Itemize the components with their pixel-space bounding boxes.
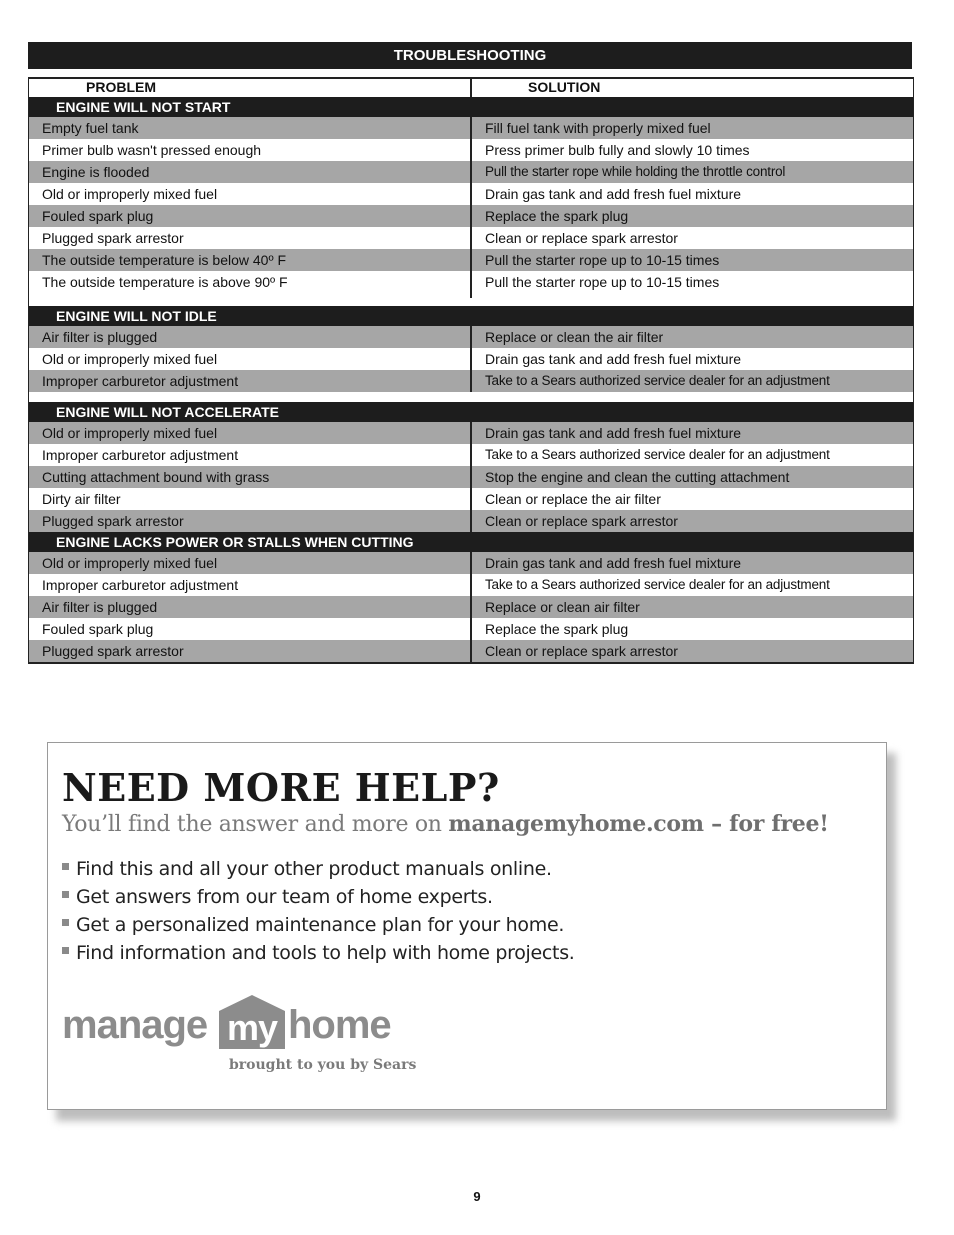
solution-cell: Clean or replace spark arrestor <box>470 510 913 532</box>
problem-cell: Plugged spark arrestor <box>42 230 184 246</box>
solution-cell: Fill fuel tank with properly mixed fuel <box>470 117 913 139</box>
table-row <box>29 117 913 139</box>
help-subtitle-text: You’ll find the answer and more on <box>62 812 449 837</box>
solution-column-header: SOLUTION <box>470 79 913 97</box>
problem-cell: Old or improperly mixed fuel <box>42 186 218 202</box>
table-header-row <box>29 77 913 97</box>
table-row <box>29 574 913 596</box>
solution-cell: Stop the engine and clean the cutting attachment <box>470 466 913 488</box>
problem-cell: Improper carburetor adjustment <box>29 370 470 392</box>
problem-cell: Improper carburetor adjustment <box>42 447 239 463</box>
section-heading: ENGINE WILL NOT START <box>29 97 913 117</box>
solution-cell: Clean or replace spark arrestor <box>470 640 913 662</box>
problem-cell: The outside temperature is above 90º F <box>42 274 288 290</box>
solution-cell: Replace or clean air filter <box>470 596 913 618</box>
solution-cell: Take to a Sears authorized service dealer for an adjustment <box>470 574 913 596</box>
troubleshooting-title: TROUBLESHOOTING <box>28 42 912 69</box>
table-row <box>29 161 913 183</box>
spacer-left <box>29 293 470 298</box>
table-row <box>29 139 913 161</box>
table-row <box>29 326 913 348</box>
list-item: Get answers from our team of home experts. <box>62 883 575 911</box>
troubleshooting-body <box>29 97 913 662</box>
page-number: 9 <box>473 1189 481 1204</box>
logo-word-home: home <box>288 1003 391 1047</box>
problem-cell: Dirty air filter <box>42 491 121 507</box>
solution-cell: Pull the starter rope up to 10-15 times <box>470 249 913 271</box>
table-row <box>29 618 913 640</box>
house-icon <box>219 995 285 1049</box>
list-item: Get a personalized maintenance plan for your home. <box>62 911 575 939</box>
solution-cell: Press primer bulb fully and slowly 10 times <box>470 139 913 161</box>
problem-cell: Old or improperly mixed fuel <box>29 422 470 444</box>
problem-cell: Plugged spark arrestor <box>29 640 470 662</box>
solution-cell: Drain gas tank and add fresh fuel mixture <box>470 552 913 574</box>
help-subtitle <box>62 811 829 837</box>
table-row <box>29 205 913 227</box>
solution-cell: Drain gas tank and add fresh fuel mixture <box>470 422 913 444</box>
square-bullet-icon <box>62 947 69 954</box>
table-row <box>29 227 913 249</box>
problem-cell: Plugged spark arrestor <box>29 510 470 532</box>
troubleshooting-table <box>28 77 914 664</box>
section-spacer <box>29 293 913 298</box>
solution-cell: Replace the spark plug <box>470 618 913 640</box>
help-title: NEED MORE HELP? <box>62 765 500 810</box>
table-row <box>29 466 913 488</box>
problem-cell: Old or improperly mixed fuel <box>42 351 218 367</box>
problem-cell: The outside temperature is below 40º F <box>29 249 470 271</box>
spacer-right <box>470 293 913 298</box>
table-row <box>29 183 913 205</box>
solution-cell: Pull the starter rope while holding the throttle control <box>470 161 913 183</box>
section-heading: ENGINE WILL NOT ACCELERATE <box>29 402 913 422</box>
list-item: Find information and tools to help with home projects. <box>62 939 575 967</box>
help-bullet-list <box>62 855 575 967</box>
managemyhome-logo <box>62 995 402 1053</box>
solution-cell: Clean or replace the air filter <box>470 488 913 510</box>
square-bullet-icon <box>62 891 69 898</box>
solution-cell: Replace the spark plug <box>470 205 913 227</box>
square-bullet-icon <box>62 919 69 926</box>
problem-cell: Engine is flooded <box>29 161 470 183</box>
problem-cell: Air filter is plugged <box>29 326 470 348</box>
table-row <box>29 444 913 466</box>
problem-cell: Fouled spark plug <box>42 621 154 637</box>
table-row <box>29 271 913 293</box>
table-row <box>29 640 913 662</box>
table-row <box>29 552 913 574</box>
problem-cell: Primer bulb wasn't pressed enough <box>42 142 262 158</box>
problem-cell: Improper carburetor adjustment <box>42 577 239 593</box>
table-row <box>29 510 913 532</box>
section-heading: ENGINE WILL NOT IDLE <box>29 306 913 326</box>
problem-cell: Empty fuel tank <box>29 117 470 139</box>
logo-tagline: brought to you by Sears <box>229 1057 417 1073</box>
logo-word-my: my <box>219 1011 285 1049</box>
solution-cell: Clean or replace spark arrestor <box>470 227 913 249</box>
table-row <box>29 596 913 618</box>
logo-word-manage: manage <box>62 1003 208 1047</box>
solution-cell: Drain gas tank and add fresh fuel mixture <box>470 183 913 205</box>
problem-column-header: PROBLEM <box>86 79 156 95</box>
table-row <box>29 249 913 271</box>
problem-cell: Cutting attachment bound with grass <box>29 466 470 488</box>
table-row <box>29 422 913 444</box>
solution-cell: Take to a Sears authorized service dealer for an adjustment <box>470 444 913 466</box>
table-row <box>29 348 913 370</box>
help-subtitle-link: managemyhome.com – for free! <box>448 811 829 837</box>
solution-cell: Pull the starter rope up to 10-15 times <box>470 271 913 293</box>
solution-cell: Replace or clean the air filter <box>470 326 913 348</box>
section-heading: ENGINE LACKS POWER OR STALLS WHEN CUTTING <box>29 532 913 552</box>
solution-cell: Take to a Sears authorized service dealer for an adjustment <box>470 370 913 392</box>
list-item: Find this and all your other product manuals online. <box>62 855 575 883</box>
problem-cell: Air filter is plugged <box>29 596 470 618</box>
problem-cell: Fouled spark plug <box>29 205 470 227</box>
problem-cell: Old or improperly mixed fuel <box>29 552 470 574</box>
table-row <box>29 488 913 510</box>
help-box <box>47 742 887 1110</box>
solution-cell: Drain gas tank and add fresh fuel mixture <box>470 348 913 370</box>
square-bullet-icon <box>62 863 69 870</box>
table-row <box>29 370 913 392</box>
